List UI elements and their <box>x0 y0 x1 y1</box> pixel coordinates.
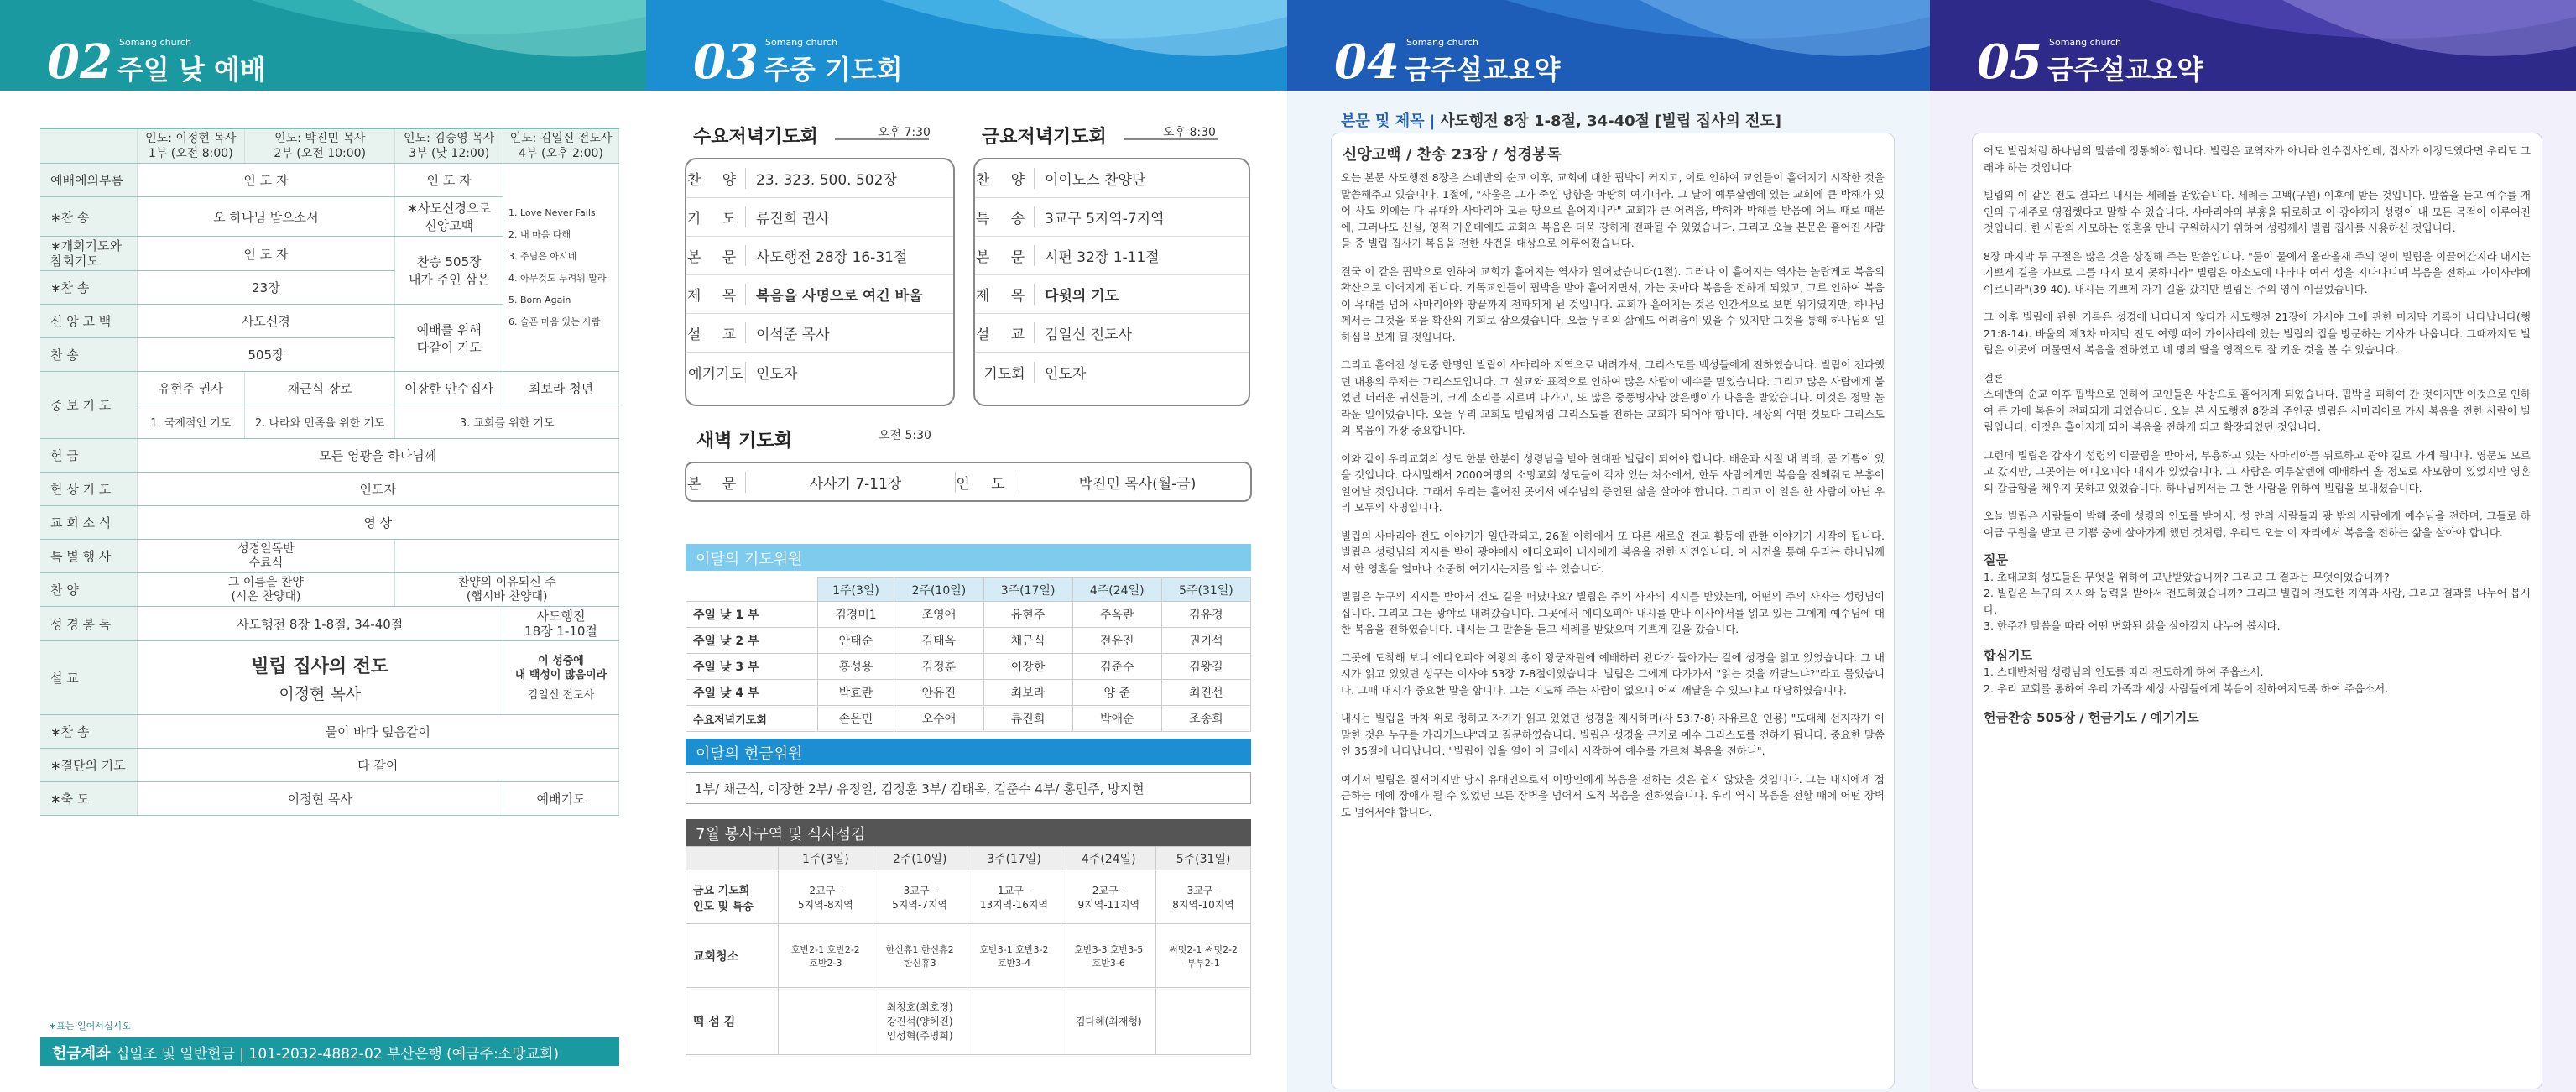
dawn-title: 새벽 기도회 <box>696 431 792 452</box>
td: 떡 섬 김 <box>686 988 779 1055</box>
offering-committee-bar: 이달의 헌금위원 <box>686 739 1251 765</box>
td: 3교구 - 5지역-7지역 <box>873 870 967 924</box>
prayer-committee-table <box>686 577 1251 732</box>
song-item: 5. Born Again <box>508 294 571 306</box>
wed-val: 류진희 권사 <box>745 206 953 227</box>
th <box>686 578 818 602</box>
prayer-topic: 3. 교회를 위한 기도 <box>395 405 619 439</box>
questions-title: 질문 <box>1984 552 2008 567</box>
td: 김다혜(최재형) <box>1061 988 1156 1055</box>
sermon-paragraph: 그리고 흩어진 성도중 한명인 빌립이 사마리아 지역으로 내려가서, 그리스도를 백성들에게 전하였습니다. 빌립이 전파했던 내용의 주제는 그리스도입니다. 그 설교와 표적으로 인하여 많은 사람이 예수를 믿었습니다. 그리고 많은 사람에게 붙었던 더러운 귀신들이, 크게 소리를 지르며 나가고, 또 많은 중풍병자와 앉은뱅이가 나음을 받았습니다. 이것은 정말 놀라운 일이었습니다. 오늘 우리 교회도 빌립처럼 그리스도를 전하는 교회가 되어야 합니다. 세상의 어떤 것보다 그리스도의 복음이 가장 중요합니다. <box>1341 358 1885 436</box>
sermon-paragraph: 그 이후 빌립에 관한 기록은 성경에 나타나지 않다가 사도행전 21장에 가서야 그에 관한 마지막 기록이 나타납니다(행 21:8-14). 바울의 제3차 마지막 전도 여행 때에 가이사랴에 있는 빌립의 집을 방문하는 기사가 나옵니다. 그때까지도 빌립은 이곳에 머물면서 복음을 전하였고 네 명의 딸을 영적으로 잘 키운 것을 볼 수 있습니다. <box>1984 311 2531 356</box>
td: 최보라 <box>983 680 1072 706</box>
td <box>1156 988 1251 1055</box>
row-label: 중 보 기 도 <box>40 372 137 439</box>
header-subtitle: Somang church <box>765 37 837 48</box>
sermon-paragraph: 결국 이 같은 핍박으로 인하여 교회가 흩어지는 역사가 일어났습니다(1절). 그러나 이 흩어지는 역사는 놀랍게도 복음의 확산으로 이어지게 됩니다. 기독교인들이 핍박을 받아 흩어지면서, 가는 곳마다 복음을 전하게 되었고, 그로 인하여 복음이 유대를 넘어 사마리아와 땅끝까지 전파되게 된 것입니다. 교회가 흩어지는 것은 인간적으로 보면 위기였지만, 하나님께서는 그것을 복음 확산의 기회로 삼으셨습니다. 오늘 우리의 삶에도 어려움이 있을 수 있지만 그것을 통해 하나님의 일하심을 보게 될 것입니다. <box>1341 264 1885 343</box>
sermon-paragraph: 빌립의 이 같은 전도 결과로 내시는 세례를 받았습니다. 세례는 고백(구원) 이후에 받는 것입니다. 말씀을 듣고 예수를 개인의 구세주로 영접했다고 말할 수 있습니다. 사마리아의 부흥을 뒤로하고 이 광야까지 성령이 내 모든 목적이 이루어진 것입니다. 한 사람의 사모하는 영혼을 만나 구원하시기 위하여 성령께서 빌립 집사를 사용하신 것입니다. <box>1984 189 2531 234</box>
intercessor-2: 채근식 장로 <box>245 372 395 405</box>
sermon-paragraph: 그곳에 도착해 보니 에디오피아 여왕의 총이 왕궁자원에 예배하러 왔다가 돌아가는 길에 성경을 읽고 있었습니다. 그 내시가 읽고 있었던 성구는 이사야 53장 7-8절이었습니다. 빌립은 그에게 다가가서 "읽는 것을 깨닫느냐?"라고 물었습니다. 그때 내시가 중요한 말을 합니다. 그는 지도해 주는 사람이 없으니 어찌 깨달을 수 있느냐고 대답하였습니다. <box>1341 650 1885 697</box>
td: 유현주 <box>983 602 1072 628</box>
td: 3교구 - 8지역-10지역 <box>1156 870 1251 924</box>
fri-title: 금요저녁기도회 <box>982 127 1107 148</box>
row-label: 성 경 봉 독 <box>40 607 137 641</box>
row-value: 영 상 <box>137 506 619 540</box>
row-value-3: 찬송 505장 내가 주인 삼은 <box>395 237 503 305</box>
worship-order-table <box>40 128 619 816</box>
td <box>778 988 873 1055</box>
wed-key: 설 교 <box>686 327 745 343</box>
td: 안태순 <box>817 628 894 654</box>
row-value: 인 도 자 <box>137 237 395 271</box>
section-title: 주일 낮 예배 <box>117 54 266 86</box>
wed-row <box>686 159 953 198</box>
song-item: 4. 아무것도 두려워 말라 <box>508 272 607 284</box>
row-label: 헌 상 기 도 <box>40 473 137 506</box>
passage-line <box>1341 109 1781 131</box>
song-list <box>503 164 619 372</box>
th: 4주(24일) <box>1072 578 1161 602</box>
sermon-paragraph: 결론 스데반의 순교 이후 핍박으로 인하여 교인들은 사방으로 흩어지게 되었습니다. 핍박을 피하여 간 것이지만 이것으로 인하여 큰 가에 복음이 전파되게 되었습니다. 오늘 본 사도행전 8장의 주인공 빌립은 사마리아로 가서 복음을 전한 사람이 빌립입니다. 이것은 흩어지게 되어 복음을 전하게 되고 확장되었던 것입니다. <box>1984 371 2531 433</box>
service-table <box>686 846 1251 1055</box>
question-item: 1. 초대교회 성도들은 무엇을 위하여 고난받았습니까? 그리고 그 결과는 무엇이었습니까? <box>1984 570 2390 583</box>
col-header-3: 인도: 김승영 목사 3부 (낮 12:00) <box>395 128 503 164</box>
fri-box <box>973 158 1250 406</box>
panel-sermon-summary-1 <box>1287 0 1930 1092</box>
question-item: 3. 한주간 말씀을 따라 어떤 변화된 삶을 살아갈지 나누어 봅시다. <box>1984 619 2281 632</box>
sermon-paragraph: 8장 마지막 두 구절은 많은 것을 상징해 주는 말씀입니다. "둘이 물에서 올라올새 주의 영이 빌립을 이끌어간지라 내시는 기쁘게 길을 가므로 그를 다시 보지 못하니라" 빌립은 아소도에 나타나 여러 성을 지나다니며 복음을 전하고 가이사랴에 이르니라"(39-40). 내시는 기쁘게 자기 길을 갔지만 빌립은 주의 영이 이끌었습니다. <box>1984 249 2531 295</box>
sermon-title: 빌립 집사의 전도 <box>251 656 389 677</box>
row-value-3: 예배를 위해 다같이 기도 <box>395 305 503 372</box>
row-label: 찬 송 <box>40 338 137 372</box>
row-label: ∗찬 송 <box>40 715 137 749</box>
td: 2교구 - 9지역-11지역 <box>1061 870 1156 924</box>
sermon-paragraph: 여기서 빌립은 질서이지만 당시 유대인으로서 이방인에게 복음을 전하는 것은 쉽지 않았을 것입니다. 그는 내시에게 접근하는 데에 장애가 될 수 있었던 모든 장벽을 넘어서 오직 복음을 전하였습니다. 우리 역시 복음을 전할 때에 어떤 장벽도 넘어서야 합니다. <box>1341 772 1885 818</box>
th <box>686 847 779 870</box>
td: 이장한 <box>983 654 1072 680</box>
row-label: 예배에의부름 <box>40 164 137 197</box>
sermon-paragraph: 내시는 빌립을 마차 위로 청하고 자기가 읽고 있었던 성경을 제시하며(사 53:7-8) 자유로운 인용) "도대체 선지자가 이 말한 것은 누구를 가리키느냐"라고 질문하였습니다. 빌립은 성경을 근거로 예수 그리스도를 전하게 됩니다. 중요한 말씀인 35절에 나타납니다. "빌립이 입을 열어 이 글에서 시작하여 예수를 가르쳐 복음을 전하니". <box>1341 712 1885 757</box>
song-item: 2. 내 마음 다해 <box>508 228 571 240</box>
row-label: 특 별 행 사 <box>40 540 137 573</box>
wed-row <box>686 275 953 314</box>
sermon-preacher-4: 김일신 전도사 <box>527 689 595 702</box>
wed-val: 사도행전 28장 16-31절 <box>745 245 953 266</box>
td: 김유경 <box>1161 602 1250 628</box>
td: 김준수 <box>1072 654 1161 680</box>
td: 교회청소 <box>686 924 779 988</box>
th: 5주(31일) <box>1161 578 1250 602</box>
passage-label: 본문 및 제목 | <box>1341 112 1436 130</box>
wed-val: 이석준 목사 <box>745 322 953 343</box>
dawn-val: 박진민 목사(월-금) <box>1014 472 1250 493</box>
panel-sunday-worship <box>0 0 646 1092</box>
sermon-paragraph: 빌립은 누구의 지시를 받아서 전도 길을 떠났나요? 빌립은 주의 사자의 지시를 받았는데, 어떤의 주의 사자는 성령님이십니다. 그리고 그는 광야로 내려갔습니다. 그곳에서 에디오피아 내시를 만나 이사야서를 읽고 있는 그에게 예수님에 대한 복음을 전하였습니다. 내시는 그 말씀을 듣고 세례를 받았으며 기쁘게 길을 갔습니다. <box>1341 590 1885 635</box>
closing-line: 헌금찬송 505장 / 헌금기도 / 예기기도 <box>1984 710 2199 725</box>
intercessor-3: 이장한 안수집사 <box>395 372 503 405</box>
row-value-4: 사도행전 18장 1-10절 <box>503 607 619 641</box>
td: 최청호(최호정) 강진석(양혜진) 임성혁(주명희) <box>873 988 967 1055</box>
prayer-committee-bar: 이달의 기도위원 <box>686 544 1251 571</box>
td: 호반2-1 호반2-2 호반2-3 <box>778 924 873 988</box>
wed-key: 제 목 <box>686 288 745 305</box>
intercessor-1: 유현주 권사 <box>137 372 245 405</box>
th: 1주(3일) <box>778 847 873 870</box>
fri-row <box>975 198 1249 237</box>
td: 조송희 <box>1161 706 1250 732</box>
row-label: ∗찬 송 <box>40 197 137 237</box>
row-value: 모든 영광을 하나님께 <box>137 439 619 473</box>
row-value-3: ∗사도신경으로 신앙고백 <box>395 197 503 237</box>
dawn-key: 본 문 <box>686 475 745 493</box>
wed-key: 본 문 <box>686 249 745 266</box>
fri-row <box>975 314 1249 353</box>
wed-rule <box>835 138 929 140</box>
dawn-time: 오전 5:30 <box>879 429 931 442</box>
sermon-body-2 <box>1984 143 2531 727</box>
td: 주일 낮 3 부 <box>686 654 818 680</box>
dawn-val: 사사기 7-11장 <box>745 472 955 493</box>
td: 조영애 <box>894 602 983 628</box>
row-value: 물이 바다 덮음같이 <box>137 715 619 749</box>
section-title: 주중 기도회 <box>764 54 903 86</box>
wed-val: 인도자 <box>745 362 953 383</box>
td: 써밋2-1 써밋2-2 부부2-1 <box>1156 924 1251 988</box>
row-value: 사도행전 8장 1-8절, 34-40절 <box>137 607 503 641</box>
sermon-paragraph: 어도 빌립처럼 하나님의 말씀에 정통해야 합니다. 빌립은 교역자가 아니라 안수집사인데, 집사가 이정도였다면 우리도 그래야 하는 것입니다. <box>1984 144 2531 174</box>
td: 금요 기도회 인도 및 특송 <box>686 870 779 924</box>
prayer-item: 2. 우리 교회를 통하여 우리 가족과 세상 사람들에게 복음이 전하여지도록 하여 주옵소서. <box>1984 682 2389 695</box>
sermon-paragraph: 빌립의 사마리아 전도 이야기가 일단락되고, 26절 이하에서 또 다른 새로운 전교 활동에 관한 이야기가 시작이 됩니다. 빌립은 성령님의 지시를 받아 광야에서 에디오피아 내시에게 복음을 전한 사건입니다. 이 사건을 통해 우리는 하나님께서 한 영혼을 얼마나 소중히 여기시는지를 알 수 있습니다. <box>1341 529 1885 575</box>
row-value: 인도자 <box>137 473 619 506</box>
corner-cell <box>40 128 137 164</box>
wed-key: 예기기도 <box>688 365 743 383</box>
td: 박애순 <box>1072 706 1161 732</box>
fri-key: 찬 양 <box>975 172 1034 189</box>
td: 권기석 <box>1161 628 1250 654</box>
th: 5주(31일) <box>1156 847 1251 870</box>
row-label: ∗찬 송 <box>40 271 137 305</box>
td: 손은민 <box>817 706 894 732</box>
standing-note: ∗표는 일어서십시오 <box>49 1021 131 1032</box>
row-value-4: 예배기도 <box>503 782 619 816</box>
td: 주일 낮 2 부 <box>686 628 818 654</box>
td: 박효란 <box>817 680 894 706</box>
td: 한신휴1 한신휴2 한신휴3 <box>873 924 967 988</box>
fri-row <box>975 353 1249 391</box>
wed-box <box>685 158 955 406</box>
sermon-paragraph: 오는 본문 사도행전 8장은 스데반의 순교 이후, 교회에 대한 핍박이 커지고, 이로 인하여 교인들이 흩어지기 시작한 것을 말씀해주고 있습니다. 1절에, "사울은 그가 죽임 당함을 마땅히 여기더라. 그 날에 예루살렘에 있는 교회에 큰 박해가 있어 사도 외에는 다 유대와 사마리아 모든 땅으로 흩어지니라" 교회가 큰 어려움, 박해와 박해를 받음에 어느 때로 때문에, 그러나도 신실, 영적 가운데에도 교회의 복음은 더욱 강하게 전파될 수 있었습니다. 그리고 오늘 본문은 흩어진 사람들 중 빌립 집사가 복음을 전한 사건을 대상으로 이루어졌습니다. <box>1341 171 1885 249</box>
td: 오수애 <box>894 706 983 732</box>
prayer-item: 1. 스데반처럼 성령님의 인도를 따라 전도하게 하여 주옵소서. <box>1984 666 2264 678</box>
fri-val: 이이노스 찬양단 <box>1034 168 1249 189</box>
section-title: 금주설교요약 <box>2047 54 2203 86</box>
section-number: 03 <box>693 34 759 90</box>
header-subtitle: Somang church <box>2049 37 2121 48</box>
dawn-box <box>685 462 1252 502</box>
row-label: ∗축 도 <box>40 782 137 816</box>
col-header-2: 인도: 박진민 목사 2부 (오전 10:00) <box>245 128 395 164</box>
td: 양 준 <box>1072 680 1161 706</box>
section-number: 05 <box>1977 34 2042 90</box>
song-item: 3. 주님은 아시네 <box>508 250 577 262</box>
td: 최진선 <box>1161 680 1250 706</box>
header-subtitle: Somang church <box>1406 37 1478 48</box>
passage-text: 사도행전 8장 1-8절, 34-40절 [빌립 집사의 전도] <box>1440 112 1781 130</box>
fri-row <box>975 275 1249 314</box>
sermon-paragraph: 그런데 빌립은 갑자기 성령의 이끌림을 받아서, 부흥하고 있는 사마리아를 뒤로하고 광야 길로 가게 됩니다. 영문도 모르고 갔지만, 그곳에는 에디오피아 내시가 있었습니다. 그 사람은 예루살렘에 예배하러 올 정도로 사모함이 있었지만 영혼의 갈급함을 채우지 못하고 있었습니다. 하나님께서는 그 한 사람을 위하여 빌립을 보내셨습니다. <box>1984 448 2531 494</box>
row-value: 다 같이 <box>137 749 619 782</box>
section-title: 금주설교요약 <box>1405 54 1561 86</box>
row-label: ∗개회기도와 참회기도 <box>40 237 137 271</box>
row-value-3: 인 도 자 <box>395 164 503 197</box>
fri-key: 제 목 <box>975 288 1034 305</box>
td: 2교구 - 5지역-8지역 <box>778 870 873 924</box>
fri-val: 3교구 5지역-7지역 <box>1034 206 1249 227</box>
td: 호반3-3 호반3-5 호반3-6 <box>1061 924 1156 988</box>
panel-sermon-summary-2 <box>1930 0 2576 1092</box>
row-value: 23장 <box>137 271 395 305</box>
th: 4주(24일) <box>1061 847 1156 870</box>
offering-account-bar <box>40 1037 619 1066</box>
header-subtitle: Somang church <box>119 37 191 48</box>
panel-header <box>1287 0 1930 91</box>
td: 주일 낮 1 부 <box>686 602 818 628</box>
fri-time: 오후 8:30 <box>1163 126 1216 139</box>
section-number: 02 <box>47 34 112 90</box>
wed-time: 오후 7:30 <box>878 126 931 139</box>
sermon-preacher: 이정현 목사 <box>279 684 362 703</box>
row-value: 505장 <box>137 338 395 372</box>
sermon-paragraph: 이와 같이 우리교회의 성도 한분 한분이 성령님을 받아 현대판 빌립이 되어야 합니다. 배운과 시절 내 박태, 곧 기쁨이 있을 것입니다. 다시말해서 2000여명의 소망교회 성도들이 각자 있는 처소에서, 한두 사람에게만 복음을 전해줘도 부흥이 일어날 것입니다. 그래서 우리는 흩어진 곳에서 예수님의 증인된 삶을 살아야 합니다. 그리고 이 일은 한 사람이 아닌 우리 모두의 사명입니다. <box>1341 452 1885 514</box>
row-label: 헌 금 <box>40 439 137 473</box>
sermon-body-1 <box>1341 170 1885 832</box>
th: 1주(3일) <box>817 578 894 602</box>
row-value: 사도신경 <box>137 305 395 338</box>
fri-row <box>975 237 1249 275</box>
th: 3주(17일) <box>983 578 1072 602</box>
account-label: 헌금계좌 <box>52 1045 111 1063</box>
intercessor-4: 최보라 청년 <box>503 372 619 405</box>
prayer-topic: 2. 나라와 민족을 위한 기도 <box>245 405 395 439</box>
wed-key: 찬 양 <box>686 172 745 189</box>
row-value: 오 하나님 받으소서 <box>137 197 395 237</box>
fri-rule <box>1124 138 1218 140</box>
panel-header <box>1930 0 2576 91</box>
row-value-3: 찬양의 이유되신 주 (햅시바 찬양대) <box>395 573 619 607</box>
offering-committee-text: 1부/ 채근식, 이장한 2부/ 유정일, 김정훈 3부/ 김태옥, 김준수 4부/ 홍민주, 방지현 <box>686 772 1251 804</box>
fri-row <box>975 159 1249 198</box>
th: 2주(10일) <box>894 578 983 602</box>
wed-row <box>686 314 953 353</box>
col-header-1: 인도: 이정현 목사 1부 (오전 8:00) <box>137 128 245 164</box>
dawn-key: 인 도 <box>955 472 1014 493</box>
th: 3주(17일) <box>967 847 1061 870</box>
wed-key: 기 도 <box>686 211 745 227</box>
service-bar: 7월 봉사구역 및 식사섬김 <box>686 819 1251 846</box>
td: 김경미1 <box>817 602 894 628</box>
td: 호반3-1 호반3-2 호반3-4 <box>967 924 1061 988</box>
td: 주일 낮 4 부 <box>686 680 818 706</box>
th: 2주(10일) <box>873 847 967 870</box>
fri-key: 설 교 <box>975 327 1034 343</box>
row-label: 설 교 <box>40 641 137 715</box>
song-item: 6. 슬픈 마음 있는 사람 <box>508 316 601 327</box>
fri-val: 다윗의 기도 <box>1034 284 1249 305</box>
td: 안유진 <box>894 680 983 706</box>
td: 김정훈 <box>894 654 983 680</box>
fri-key: 기도회 <box>983 365 1025 383</box>
sermon-title-4: 이 성중에 내 백성이 많음이라 <box>514 655 607 682</box>
td: 김태옥 <box>894 628 983 654</box>
td: 김왕길 <box>1161 654 1250 680</box>
wed-row <box>686 198 953 237</box>
wed-title: 수요저녁기도회 <box>693 127 818 148</box>
td: 1교구 - 13지역-16지역 <box>967 870 1061 924</box>
wed-row <box>686 237 953 275</box>
section-number: 04 <box>1334 34 1400 90</box>
td: 수요저녁기도회 <box>686 706 818 732</box>
row-value: 이정현 목사 <box>137 782 503 816</box>
row-label: 교 회 소 식 <box>40 506 137 540</box>
row-label: 찬 양 <box>40 573 137 607</box>
prayers-title: 합심기도 <box>1984 647 2032 663</box>
wed-row <box>686 353 953 391</box>
td <box>967 988 1061 1055</box>
row-empty <box>395 540 619 573</box>
fri-key: 본 문 <box>975 249 1034 266</box>
fri-val: 김일신 전도사 <box>1034 322 1249 343</box>
prayer-topic: 1. 국제적인 기도 <box>137 405 245 439</box>
panel-header <box>0 0 646 91</box>
liturgy-line: 신앙고백 / 찬송 23장 / 성경봉독 <box>1343 146 1562 164</box>
fri-key: 특 송 <box>975 211 1034 227</box>
col-header-4: 인도: 김일신 전도사 4부 (오후 2:00) <box>503 128 619 164</box>
td: 홍성용 <box>817 654 894 680</box>
question-item: 2. 빌립은 누구의 지시와 능력을 받아서 전도하였습니까? 그리고 빌립이 전도한 지역과 사람, 그리고 결과를 나누어 봅시다. <box>1984 587 2531 616</box>
row-value: 그 이름을 찬양 (시온 찬양대) <box>137 573 395 607</box>
row-value: 인 도 자 <box>137 164 395 197</box>
wed-val: 복음을 사명으로 여긴 바울 <box>745 284 953 305</box>
td: 주옥란 <box>1072 602 1161 628</box>
wed-val: 23. 323. 500. 502장 <box>745 168 953 189</box>
fri-val: 시편 32장 1-11절 <box>1034 245 1249 266</box>
row-label: ∗결단의 기도 <box>40 749 137 782</box>
row-label: 신 앙 고 백 <box>40 305 137 338</box>
sermon-paragraph: 오늘 빌립은 사람들이 박해 중에 성령의 인도를 받아서, 성 안의 사람들과 광 밖의 사람에게 예수님을 전하며, 그들로 하여금 구원을 받고 큰 기쁨 중에 살아가게 했던 것처럼, 우리도 오늘 이 자리에서 복음을 전하는 삶을 살아야 합니다. <box>1984 509 2531 539</box>
panel-weekday-prayer <box>646 0 1287 1092</box>
td: 채근식 <box>983 628 1072 654</box>
td: 전유진 <box>1072 628 1161 654</box>
td: 류진희 <box>983 706 1072 732</box>
account-text: 십일조 및 일반헌금 | 101-2032-4882-02 부산은행 (예금주:소망교회) <box>115 1046 560 1063</box>
fri-val: 인도자 <box>1034 362 1249 383</box>
panel-header <box>646 0 1287 91</box>
row-value: 성경일독반 수료식 <box>137 540 395 573</box>
song-item: 1. Love Never Fails <box>508 206 596 218</box>
